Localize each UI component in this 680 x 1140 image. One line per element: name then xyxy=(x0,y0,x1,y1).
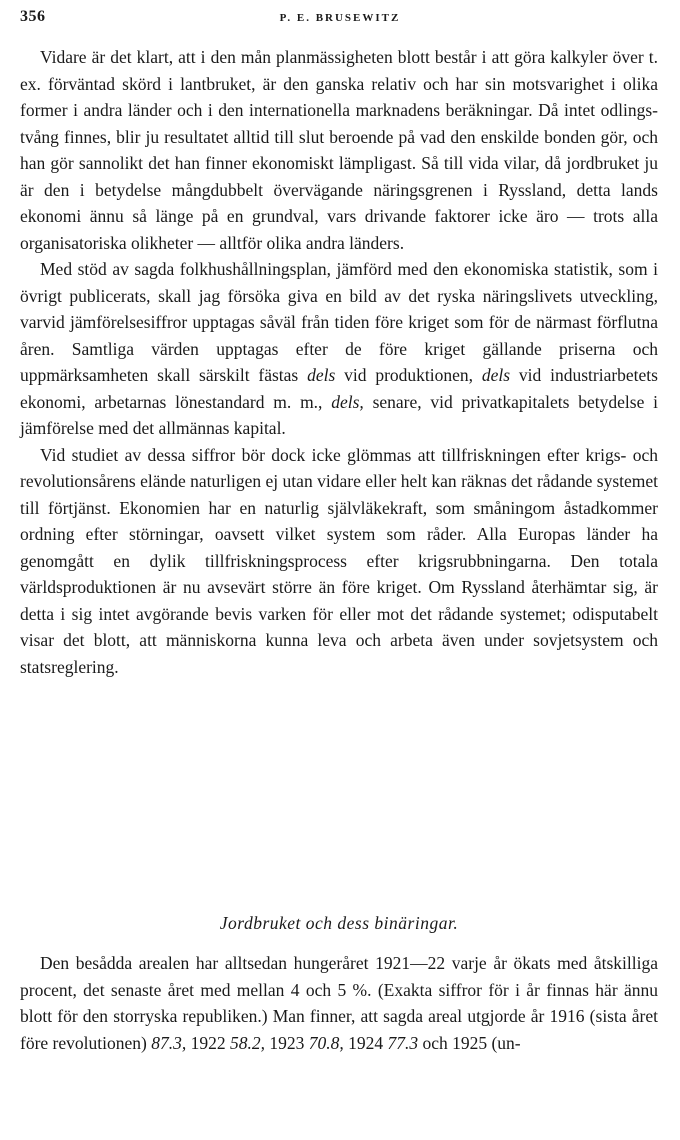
italic-figure: 70.8, xyxy=(308,1032,344,1053)
section-body-text xyxy=(20,950,658,1056)
paragraph-text: Den besådda arealen har alltsedan hungeråret 1921—22 varje år ökats med åtskilliga procent, det senaste året med mellan 4 och 5 %. (Exakta siffror för i år finnas här ännu blott för den storryska republiken.) Man finner, att sagda areal utgjorde år 1916 (sista året före revolutionen) xyxy=(20,953,658,1053)
body-text xyxy=(20,44,658,680)
paragraph-text: vid industriarbetets ekonomi, arbetarnas lönestandard m. m., xyxy=(20,365,658,412)
page-number: 356 xyxy=(20,8,46,25)
italic-figure: 77.3 xyxy=(387,1032,419,1053)
paragraph-text: vid produktionen, xyxy=(335,365,482,385)
paragraph-text: Vid studiet av dessa siffror bör dock icke glömmas att tillfriskningen efter krigs- och revolutionsårens elände naturligen ej utan vidare eller helt kan räknas det rådande systemet till förtjänst. Ekonomien har en naturlig självläkekraft, som småningom åstadkommer ordning efter störningar, oavsett vilket system som råder. Alla Europas länder ha genomgått en dylik tillfriskningsprocess efter krigsrubbningarna. Den totala världsproduktionen är nu avsevärt större än före kriget. Om Ryssland återhämtar sig, är detta i sig intet avgörande bevis varken för eller mot det rådande systemet; odisputabelt visar det blott, att människorna kunna leva och arbeta även under sovjetsystem och statsreglering. xyxy=(20,444,658,677)
italic-figure: 58.2, xyxy=(229,1032,265,1053)
paragraph-text: 1922 xyxy=(186,1032,230,1053)
paragraph-text: 1924 xyxy=(343,1032,388,1053)
running-head: P. E. BRUSEWITZ xyxy=(279,12,401,24)
section-paragraph-1 xyxy=(20,950,658,1056)
page-header xyxy=(20,8,660,30)
section-heading: Jordbruket och dess binäringar. xyxy=(219,913,459,933)
paragraph-text: och 1925 (un- xyxy=(418,1032,521,1053)
italic-emphasis: dels xyxy=(481,365,511,385)
italic-figure: 87.3, xyxy=(151,1032,187,1053)
paragraph-text: senare, vid privatkapitalets betydelse i jämförelse med det allmännas kapital. xyxy=(20,391,658,438)
paragraph-2 xyxy=(20,256,658,442)
italic-emphasis: dels xyxy=(307,365,336,385)
paragraph-text: 1923 xyxy=(264,1032,309,1053)
paragraph-text: Vidare är det klart, att i den mån planmässigheten blott består i att göra kalkyler över t. ex. förväntad skörd i lantbruket, är den ganska relativ och har sin motsvarighet i olika former i andra länder och i den internationella marknadens beräkningar. Då intet odlingstvång finnes, blir ju resultatet alltid till slut beroende på vad den enskilde bonden gör, och han gör sannolikt det han finner ekonomiskt lämpligast. Så till vida vilar, då jordbruket ju är den i betydelse mångdubbelt övervägande näringsgrenen i Ryssland, detta lands ekonomi ännu så länge på en grundval, vars drivande faktorer icke äro — trots alla organisatoriska olikheter — alltför olika andra länders. xyxy=(20,47,658,253)
paragraph-text: Med stöd av sagda folkhushållningsplan, jämförd med den ekonomiska statistik, som i övrigt publicerats, skall jag försöka giva en bild av det ryska näringslivets utveckling, varvid jämförelsesiffror upptagas såväl från tiden före kriget som för de närmast förflutna åren. Samtliga värden upptagas efter de före kriget gällande priserna och uppmärksamheten skall särskilt fästas xyxy=(20,259,658,385)
paragraph-1 xyxy=(20,44,658,256)
italic-emphasis: dels, xyxy=(331,391,364,412)
paragraph-3 xyxy=(20,442,658,681)
